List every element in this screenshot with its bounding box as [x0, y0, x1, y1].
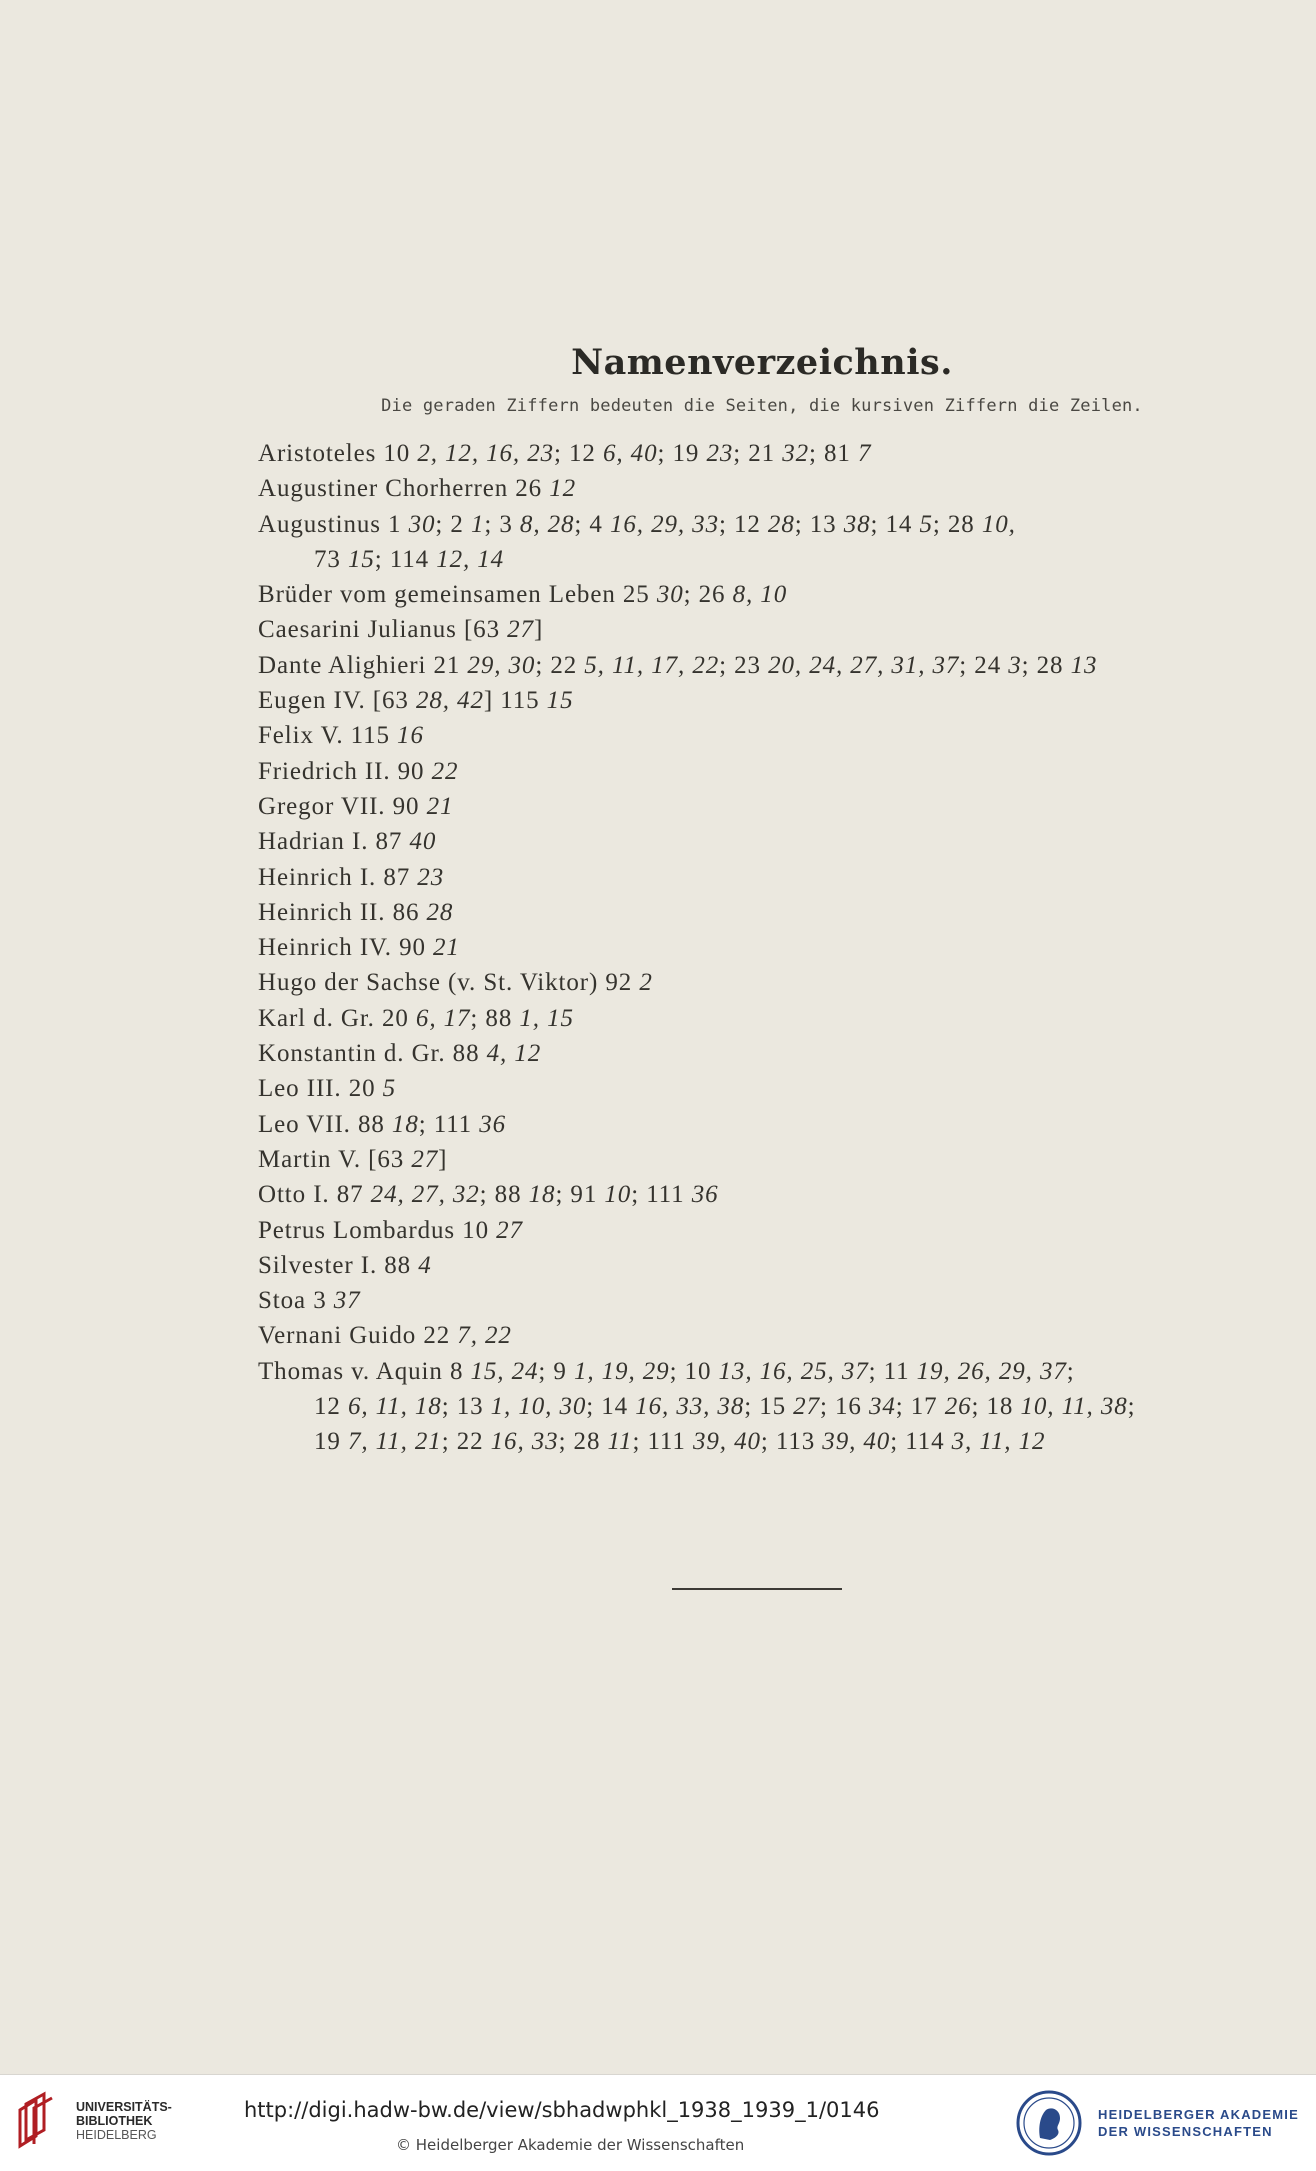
line-number-ref: 39, 40: [692, 1428, 761, 1456]
line-number-ref: 21: [433, 934, 460, 962]
line-number-ref: 15: [347, 545, 375, 573]
index-text: ; 9: [538, 1357, 574, 1385]
line-number-ref: 6, 17: [415, 1004, 471, 1032]
index-text: Leo III. 20: [258, 1075, 383, 1103]
permalink-url[interactable]: http://digi.hadw-bw.de/view/sbhadwphkl_1938_1939_1/0146: [244, 2098, 880, 2122]
index-text: Leo VII. 88: [258, 1110, 392, 1138]
index-text: Thomas v. Aquin 8: [258, 1357, 471, 1385]
line-number-ref: 28, 42: [415, 687, 484, 715]
index-text: Aristoteles 10: [258, 440, 418, 467]
index-entry: [258, 895, 1278, 930]
academy-line-2: DER WISSENSCHAFTEN: [1098, 2124, 1273, 2139]
line-number-ref: 12: [549, 475, 577, 503]
index-text: ; 14: [870, 510, 920, 538]
line-number-ref: 6, 40: [602, 440, 658, 467]
index-entry: [258, 1354, 1278, 1389]
index-text: ; 114: [374, 545, 437, 573]
copyright-notice: © Heidelberger Akademie der Wissenschaften: [396, 2136, 745, 2154]
index-text: ; 24: [959, 651, 1009, 679]
index-text: ; 13: [441, 1393, 491, 1421]
line-number-ref: 22: [431, 757, 459, 785]
index-entry: [258, 648, 1278, 683]
index-text: ; 114: [890, 1428, 952, 1456]
line-number-ref: 4: [418, 1251, 432, 1279]
line-number-ref: 16, 33: [490, 1428, 559, 1456]
index-entry: [258, 1001, 1278, 1036]
line-number-ref: 30: [408, 510, 436, 538]
index-entry: [258, 436, 1278, 471]
line-number-ref: 21: [426, 792, 454, 820]
index-text: 19: [314, 1428, 348, 1456]
index-text: Friedrich II. 90: [258, 757, 432, 785]
index-text: Silvester I. 88: [258, 1251, 419, 1279]
index-text: ; 22: [535, 651, 585, 679]
page-title: Namenverzeichnis.: [571, 342, 953, 383]
line-number-ref: 18: [528, 1181, 556, 1209]
index-text: ; 111: [632, 1428, 693, 1456]
line-number-ref: 27: [793, 1393, 820, 1421]
index-text: ; 81: [809, 440, 858, 467]
index-text: ; 28: [558, 1428, 608, 1456]
index-text: ; 22: [441, 1428, 491, 1456]
index-text: ; 28: [932, 510, 982, 538]
index-text: Vernani Guido 22: [258, 1322, 458, 1350]
line-number-ref: 10: [604, 1181, 632, 1209]
index-entry: [258, 1318, 1278, 1353]
line-number-ref: 16, 33, 38: [635, 1393, 745, 1421]
line-number-ref: 16, 29, 33: [609, 510, 719, 538]
index-text: ; 91: [555, 1181, 605, 1209]
index-text: ; 88: [479, 1181, 529, 1209]
index-text: Eugen IV. [63: [258, 687, 416, 715]
index-text: ]: [533, 616, 544, 644]
index-entry: [258, 930, 1278, 965]
index-entry: [258, 577, 1278, 612]
academy-name: [1098, 2106, 1299, 2140]
library-line-1: UNIVERSITÄTS-: [76, 2100, 172, 2114]
line-number-ref: 1, 15: [519, 1004, 574, 1032]
university-library-name: [76, 2100, 172, 2142]
line-number-ref: 5, 11, 17, 22: [584, 651, 720, 679]
index-text: Gregor VII. 90: [258, 792, 427, 820]
index-text: Brüder vom gemeinsamen Leben 25: [258, 581, 657, 609]
index-text: Konstantin d. Gr. 88: [258, 1040, 487, 1068]
index-entry: [258, 1177, 1278, 1212]
index-text: Augustiner Chorherren 26: [258, 475, 550, 503]
index-text: ; 16: [819, 1393, 869, 1421]
line-number-ref: 1, 19, 29: [573, 1357, 670, 1385]
line-number-ref: 12, 14: [436, 545, 505, 573]
line-number-ref: 6, 11, 18: [347, 1393, 442, 1421]
line-number-ref: 23: [417, 863, 445, 891]
line-number-ref: 20, 24, 27, 31, 37: [768, 651, 960, 679]
line-number-ref: 1: [470, 510, 485, 538]
index-entry: [258, 718, 1278, 753]
line-number-ref: 13, 16, 25, 37: [718, 1357, 869, 1385]
index-text: ; 17: [895, 1393, 945, 1421]
index-entry: [258, 1424, 1278, 1459]
line-number-ref: 27: [496, 1216, 523, 1244]
line-number-ref: 7, 22: [457, 1322, 512, 1350]
line-number-ref: 2: [639, 969, 653, 997]
line-number-ref: 3: [1008, 651, 1022, 679]
line-number-ref: 36: [691, 1181, 719, 1209]
index-text: Heinrich IV. 90: [258, 934, 434, 962]
university-library-logo-icon: [14, 2090, 60, 2150]
line-number-ref: 39, 40: [822, 1428, 891, 1456]
index-text: ; 18: [971, 1393, 1021, 1421]
line-number-ref: 10, 11, 38: [1020, 1393, 1128, 1421]
index-text: ; 4: [574, 510, 610, 538]
line-number-ref: 37: [333, 1287, 361, 1315]
index-entry: [258, 1071, 1278, 1106]
index-text: ; 2: [435, 510, 471, 538]
index-entry: [258, 612, 1278, 647]
index-text: ;: [1127, 1393, 1136, 1421]
index-text: ; 113: [760, 1428, 823, 1456]
index-text: ; 21: [733, 440, 783, 467]
index-text: Stoa 3: [258, 1287, 334, 1315]
index-entry: [258, 754, 1278, 789]
index-text: ; 12: [554, 440, 603, 467]
line-number-ref: 26: [944, 1393, 972, 1421]
academy-seal-icon: [1016, 2090, 1082, 2156]
index-entry: [258, 860, 1278, 895]
index-text: Augustinus 1: [258, 510, 409, 538]
end-rule: [672, 1588, 842, 1590]
line-number-ref: 34: [868, 1393, 896, 1421]
index-text: ; 3: [484, 510, 520, 538]
line-number-ref: 19, 26, 29, 37: [916, 1357, 1067, 1385]
index-entry: [258, 1213, 1278, 1248]
index-entry: [258, 1389, 1278, 1424]
line-number-ref: 2, 12, 16, 23: [417, 440, 555, 467]
index-text: Hugo der Sachse (v. St. Viktor) 92: [258, 969, 640, 997]
line-number-ref: 10,: [981, 510, 1016, 538]
index-text: ; 13: [794, 510, 844, 538]
index-entry: [258, 1107, 1278, 1142]
index-entry: [258, 1248, 1278, 1283]
index-text: Otto I. 87: [258, 1181, 371, 1209]
library-line-2: BIBLIOTHEK: [76, 2114, 153, 2128]
index-text: Petrus Lombardus 10: [258, 1216, 497, 1244]
index-text: 12: [314, 1393, 348, 1421]
line-number-ref: 32: [782, 440, 810, 467]
index-entry: [258, 542, 1278, 577]
index-text: Hadrian I. 87: [258, 828, 410, 856]
index-text: ; 10: [669, 1357, 719, 1385]
line-number-ref: 23: [706, 440, 734, 467]
index-text: Martin V. [63: [258, 1145, 412, 1173]
index-entry: [258, 824, 1278, 859]
line-number-ref: 24, 27, 32: [370, 1181, 480, 1209]
index-entry: [258, 1036, 1278, 1071]
line-number-ref: 27: [507, 616, 534, 644]
line-number-ref: 8, 10: [732, 581, 788, 609]
index-entry: [258, 507, 1278, 542]
index-text: 73: [314, 545, 348, 573]
line-number-ref: 7, 11, 21: [347, 1428, 442, 1456]
index-text: ; 19: [657, 440, 707, 467]
index-text: Caesarini Julianus [63: [258, 616, 508, 644]
line-number-ref: 11: [607, 1428, 633, 1456]
index-text: ; 23: [719, 651, 769, 679]
line-number-ref: 18: [391, 1110, 419, 1138]
index-text: ;: [1066, 1357, 1075, 1385]
index-text: Dante Alighieri 21: [258, 651, 468, 679]
index-entry: [258, 683, 1278, 718]
line-number-ref: 27: [411, 1145, 439, 1173]
index-text: ] 115: [483, 687, 547, 715]
line-number-ref: 7: [857, 440, 872, 467]
index-text: ; 11: [868, 1357, 917, 1385]
line-number-ref: 29, 30: [467, 651, 536, 679]
line-number-ref: 15, 24: [470, 1357, 539, 1385]
index-text: ; 26: [683, 581, 733, 609]
index-text: ; 111: [631, 1181, 692, 1209]
index-text: ; 14: [586, 1393, 636, 1421]
page-subtitle: Die geraden Ziffern bedeuten die Seiten, die kursiven Ziffern die Zeilen.: [381, 396, 1143, 416]
line-number-ref: 36: [479, 1110, 507, 1138]
academy-line-1: HEIDELBERGER AKADEMIE: [1098, 2107, 1299, 2122]
line-number-ref: 28: [426, 898, 454, 926]
index-entry: [258, 1142, 1278, 1177]
index-text: Heinrich II. 86: [258, 898, 427, 926]
index-entry: [258, 471, 1278, 506]
index-entry: [258, 789, 1278, 824]
line-number-ref: 40: [409, 828, 437, 856]
line-number-ref: 8, 28: [519, 510, 575, 538]
line-number-ref: 3, 11, 12: [951, 1428, 1046, 1456]
index-entry: [258, 965, 1278, 1000]
line-number-ref: 28: [767, 510, 795, 538]
index-text: ]: [438, 1145, 448, 1173]
index-text: ; 28: [1021, 651, 1071, 679]
index-text: ; 88: [470, 1004, 520, 1032]
line-number-ref: 5: [382, 1075, 397, 1103]
index-text: Felix V. 115: [258, 722, 398, 750]
index-entry: [258, 1283, 1278, 1318]
library-line-3: HEIDELBERG: [76, 2128, 157, 2142]
line-number-ref: 5: [919, 510, 933, 538]
index-text: ; 15: [744, 1393, 794, 1421]
index-text: ; 111: [418, 1110, 480, 1138]
index-text: ; 12: [718, 510, 768, 538]
index-text: Karl d. Gr. 20: [258, 1004, 416, 1032]
line-number-ref: 1, 10, 30: [490, 1393, 587, 1421]
line-number-ref: 38: [843, 510, 871, 538]
name-index-list: [258, 436, 1278, 1460]
index-text: Heinrich I. 87: [258, 863, 418, 891]
line-number-ref: 15: [546, 687, 574, 715]
line-number-ref: 30: [656, 581, 684, 609]
line-number-ref: 16: [397, 722, 424, 750]
line-number-ref: 13: [1070, 651, 1098, 679]
line-number-ref: 4, 12: [486, 1040, 542, 1068]
